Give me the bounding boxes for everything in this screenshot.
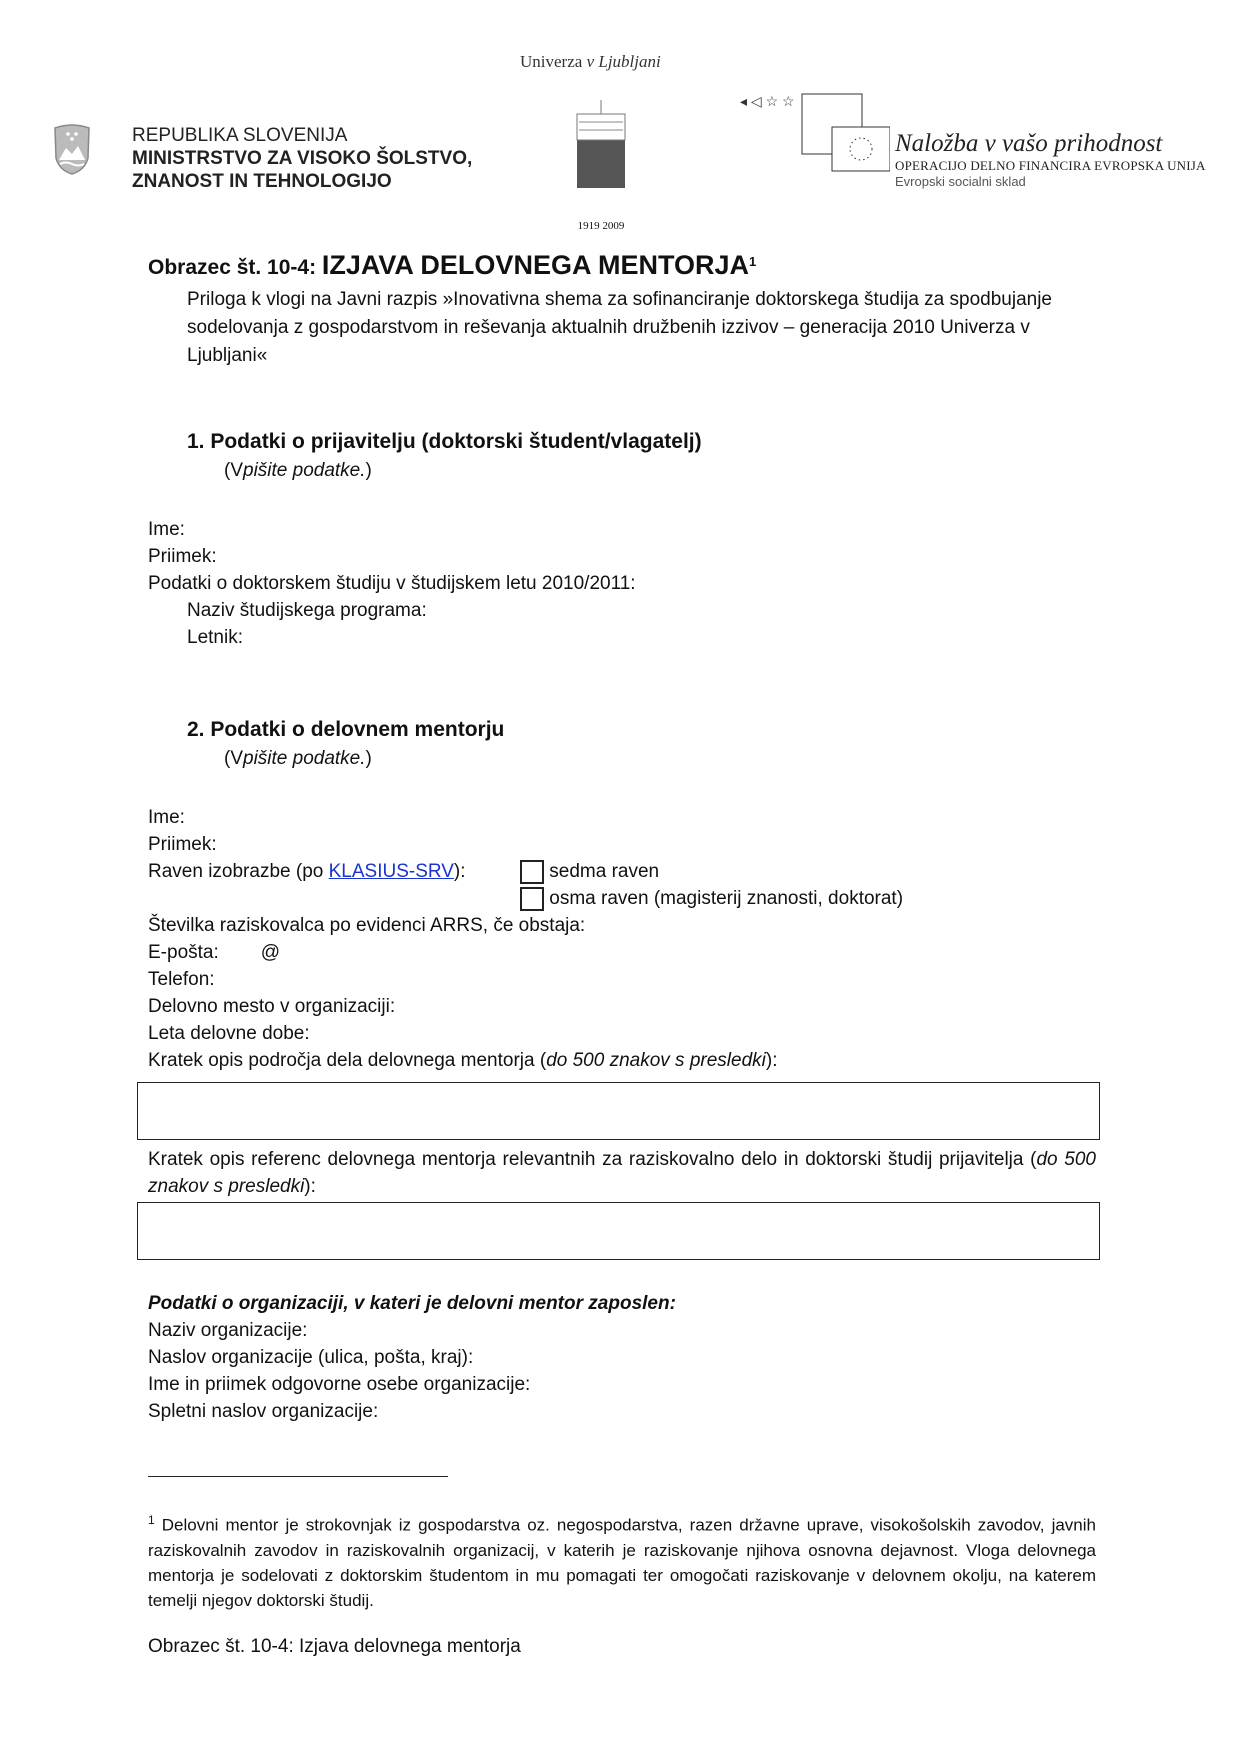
opis2-label: Kratek opis referenc delovnega mentorja relevantnih za raziskovalno delo in doktorski študij prijavitelja (do 500 znakov s presledki): bbox=[148, 1149, 1096, 1197]
section1-fields bbox=[148, 516, 636, 651]
svg-text:◂ ◁ ☆ ☆: ◂ ◁ ☆ ☆ bbox=[740, 93, 795, 109]
section2-heading: 2. Podatki o delovnem mentorju bbox=[187, 718, 505, 741]
org-spletni-naslov: Spletni naslov organizacije: bbox=[148, 1401, 379, 1422]
eu-funding-text bbox=[895, 130, 1206, 189]
ministry-name bbox=[132, 124, 472, 193]
section2-note: (Vpišite podatke.) bbox=[224, 748, 372, 769]
klasius-link[interactable]: KLASIUS-SRV bbox=[328, 861, 454, 882]
organization-section bbox=[148, 1290, 676, 1425]
ministry-line2: MINISTRSTVO ZA VISOKO ŠOLSTVO, bbox=[132, 148, 473, 169]
mentor-ime: Ime: bbox=[148, 807, 185, 828]
subtitle: Priloga k vlogi na Javni razpis »Inovativna shema za sofinanciranje doktorskega študija za spodbujanje sodelovanja z gospodarstvom in reševanja aktualnih družbenih izzivov – generacija 2010 Univerza v Ljubljani« bbox=[187, 289, 1053, 366]
mentor-priimek: Priimek: bbox=[148, 834, 217, 855]
opis1-label: Kratek opis področja dela delovnega mentorja (do 500 znakov s presledki): bbox=[148, 1050, 778, 1071]
checkbox-osma[interactable] bbox=[520, 887, 544, 911]
field-program: Naziv študijskega programa: bbox=[187, 600, 427, 621]
section1-note: (Vpišite podatke.) bbox=[224, 460, 372, 481]
eu-line3: Evropski socialni sklad bbox=[895, 174, 1026, 189]
field-studij: Podatki o doktorskem študiju v študijskem letu 2010/2011: bbox=[148, 573, 636, 594]
opis-podrocja-textbox[interactable] bbox=[137, 1082, 1100, 1140]
eu-flag-icon bbox=[740, 92, 890, 177]
eu-line2: OPERACIJO DELNO FINANCIRA EVROPSKA UNIJA bbox=[895, 158, 1206, 173]
page-title: Obrazec št. 10-4: IZJAVA DELOVNEGA MENTORJA$^1$ bbox=[148, 250, 757, 280]
logo-years: 1919 2009 bbox=[577, 220, 625, 232]
field-arrs: Številka raziskovalca po evidenci ARRS, če obstaja: bbox=[148, 915, 586, 936]
eu-slogan: Naložba v vašo prihodnost bbox=[895, 130, 1163, 157]
field-email: E-pošta: @ bbox=[148, 942, 281, 963]
ministry-line3: ZNANOST IN TEHNOLOGIJO bbox=[132, 171, 392, 192]
section1-heading: 1. Podatki o prijavitelju (doktorski študent/vlagatelj) bbox=[187, 430, 702, 453]
ministry-line1: REPUBLIKA SLOVENIJA bbox=[132, 125, 348, 146]
checkbox-sedma[interactable] bbox=[520, 860, 544, 884]
org-naziv: Naziv organizacije: bbox=[148, 1320, 308, 1341]
field-telefon: Telefon: bbox=[148, 969, 215, 990]
raven-row: Raven izobrazbe (po KLASIUS-SRV): sedma raven bbox=[148, 858, 1098, 885]
footnote: $^1$ Delovni mentor je strokovnjak iz gospodarstva oz. negospodarstva, razen državne uprave, visokošolskih zavodov, javnih raziskovalnih zavodov in raziskovalnih organizacij, v katerih je raziskovanje njihova osnovna dejavnost. Vloga delovnega mentorja je sodelovati z doktorskim študentom in mu pomagati ter omogočati raziskovanje v delovnem okolju, na katerem temelji njegov doktorski študij. bbox=[148, 1513, 1096, 1610]
field-priimek: Priimek: bbox=[148, 546, 217, 567]
university-logo-icon bbox=[576, 100, 626, 232]
footnote-separator bbox=[148, 1476, 448, 1477]
opis-referenc-textbox[interactable] bbox=[137, 1202, 1100, 1260]
university-name: Univerza v Ljubljani bbox=[520, 52, 661, 71]
org-naslov: Naslov organizacije (ulica, pošta, kraj): bbox=[148, 1347, 474, 1368]
field-delovno-mesto: Delovno mesto v organizaciji: bbox=[148, 996, 396, 1017]
section2-fields bbox=[148, 804, 1098, 1074]
option-sedma[interactable]: sedma raven bbox=[520, 858, 659, 885]
option-osma[interactable]: osma raven (magisterij znanosti, doktorat) bbox=[148, 885, 1098, 912]
field-letnik: Letnik: bbox=[187, 627, 243, 648]
organization-heading: Podatki o organizaciji, v kateri je delovni mentor zaposlen: bbox=[148, 1293, 676, 1314]
slovenia-crest-icon bbox=[52, 124, 92, 181]
page-footer: Obrazec št. 10-4: Izjava delovnega mentorja bbox=[148, 1636, 521, 1657]
org-odgovorna-oseba: Ime in priimek odgovorne osebe organizacije: bbox=[148, 1374, 531, 1395]
field-ime: Ime: bbox=[148, 519, 185, 540]
field-delovna-doba: Leta delovne dobe: bbox=[148, 1023, 310, 1044]
